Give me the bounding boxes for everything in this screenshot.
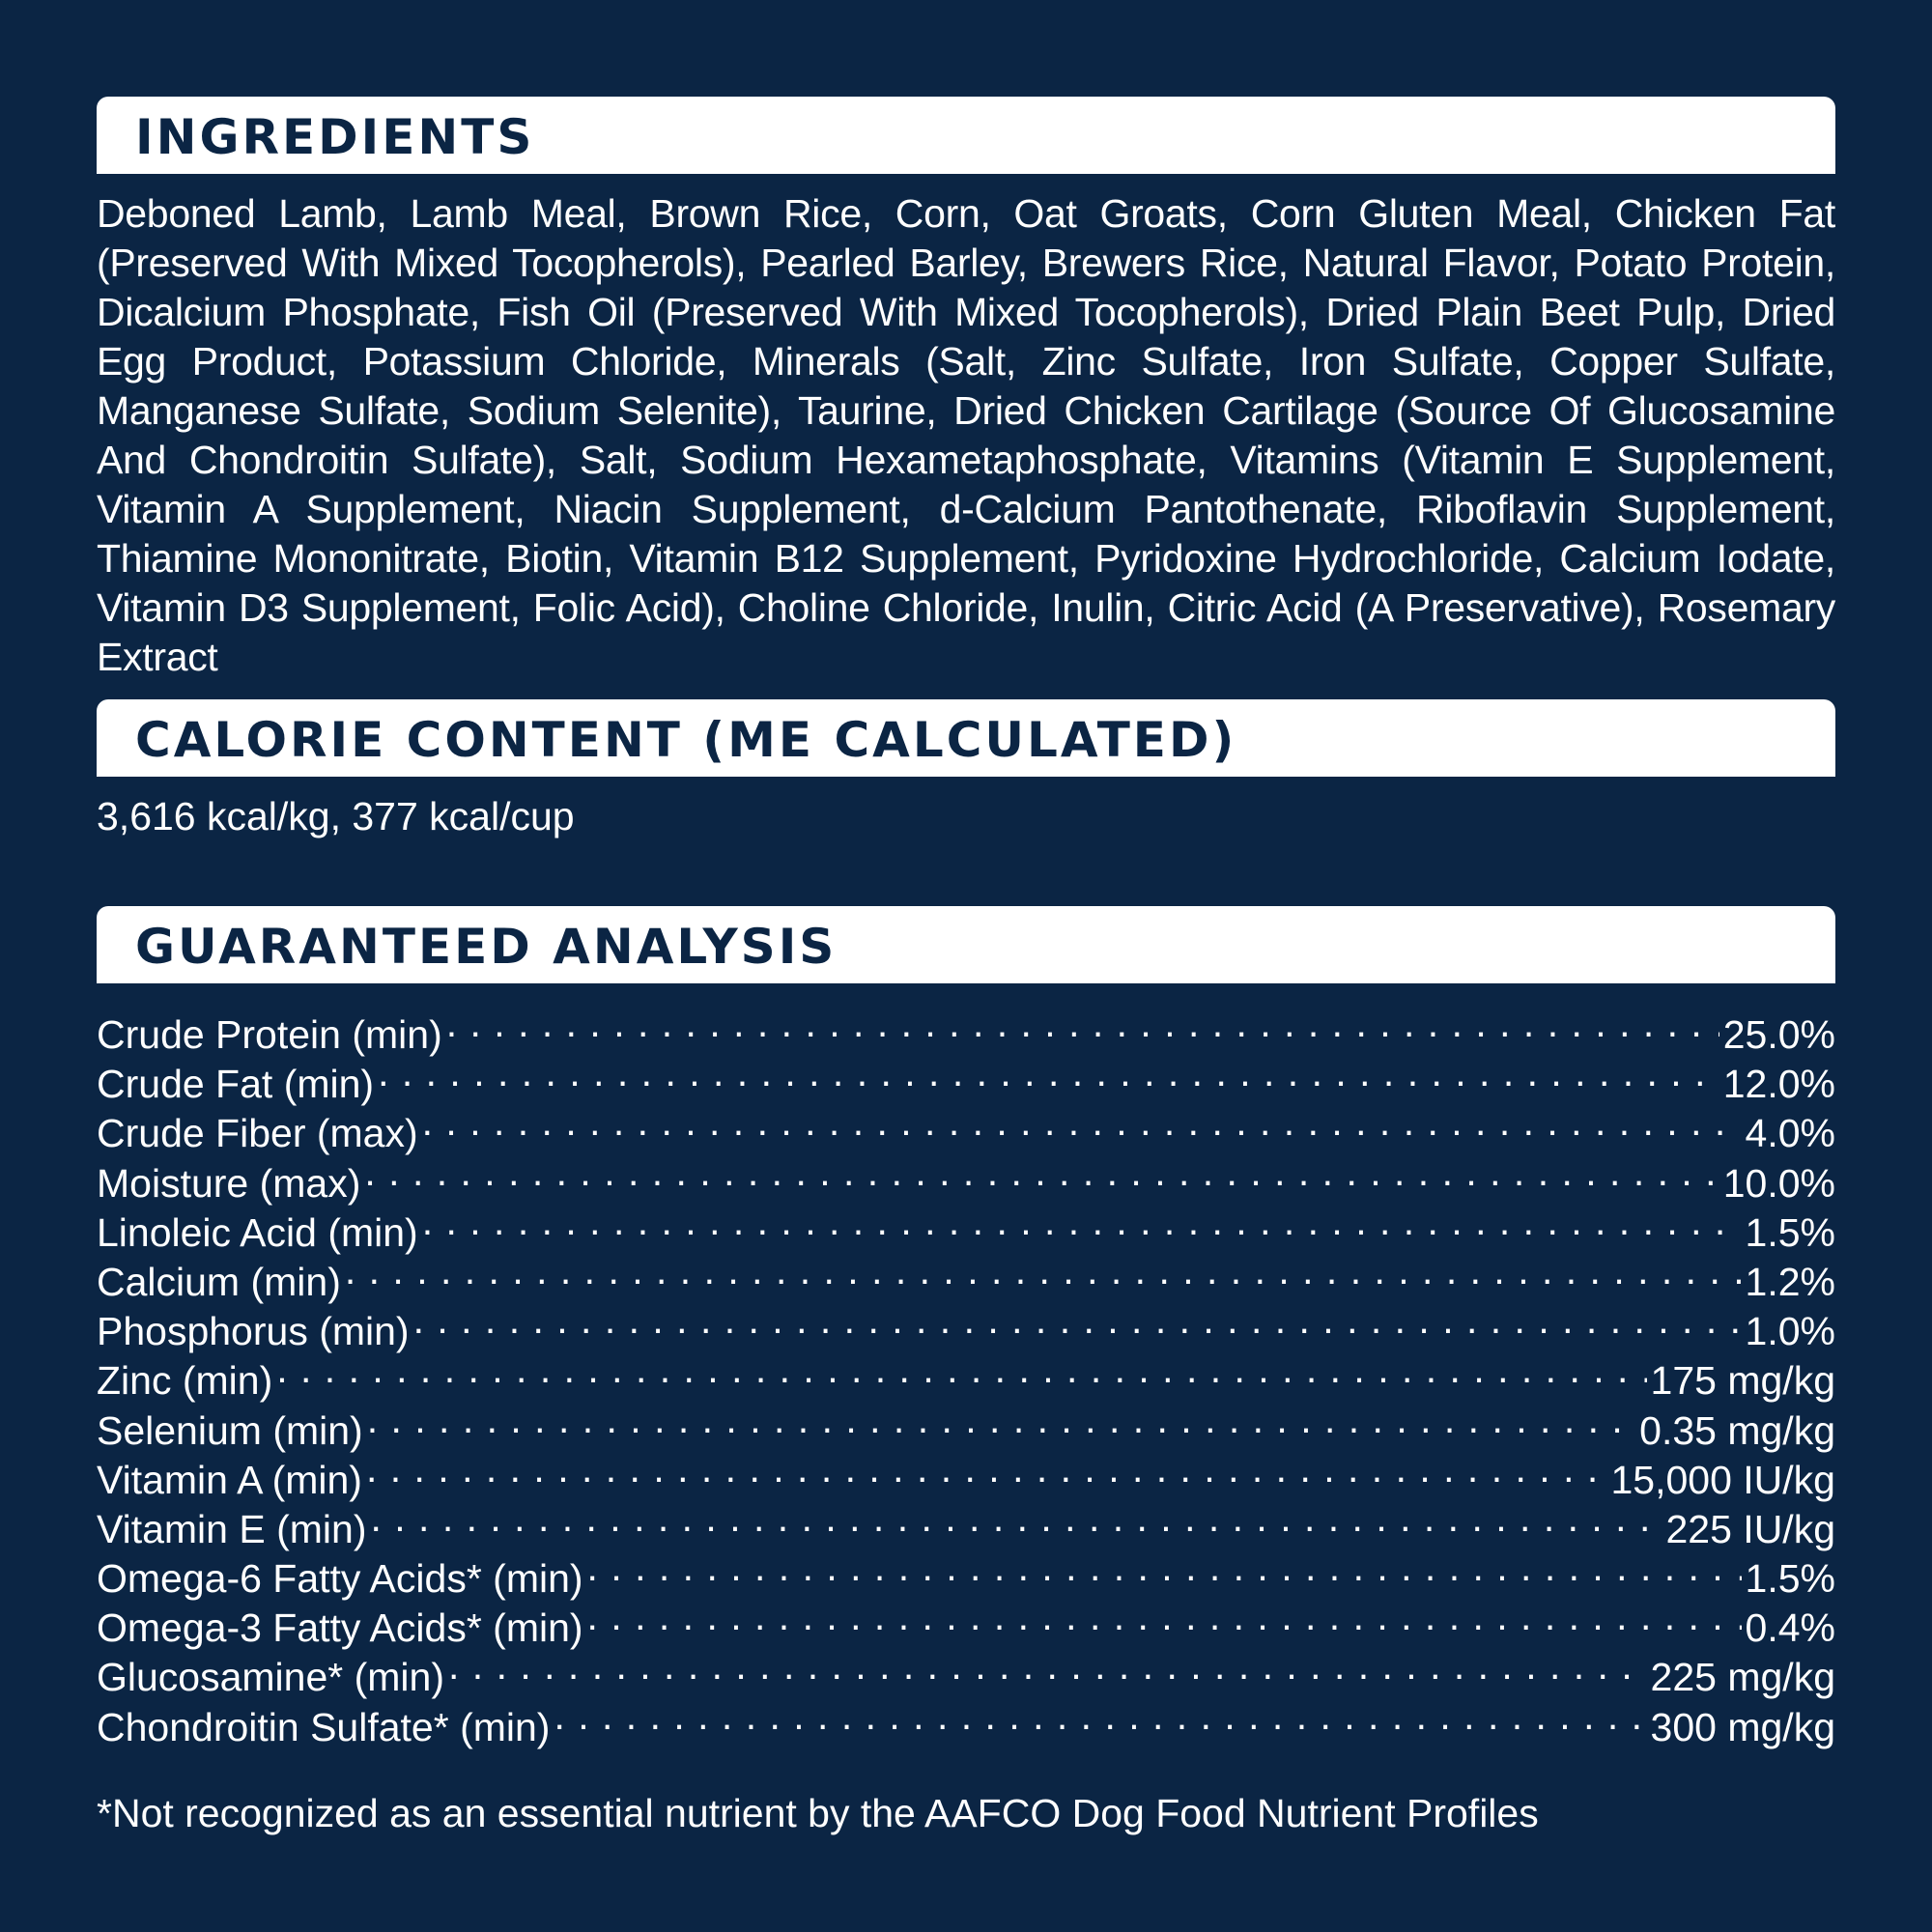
analysis-row <box>97 999 1835 1057</box>
analysis-row-name: Calcium (min) <box>97 1259 341 1304</box>
dot-leader <box>367 1395 1635 1444</box>
analysis-row-name: Vitamin A (min) <box>97 1457 362 1502</box>
analysis-row-name: Selenium (min) <box>97 1407 363 1453</box>
analysis-row-value: 300 mg/kg <box>1650 1704 1835 1749</box>
analysis-row-value: 1.0% <box>1745 1309 1835 1354</box>
calorie-title: CALORIE CONTENT (ME CALCULATED) <box>135 712 1237 768</box>
analysis-row-value: 10.0% <box>1722 1160 1835 1206</box>
analysis-row-value: 175 mg/kg <box>1650 1358 1835 1404</box>
analysis-row-name: Omega-6 Fatty Acids* (min) <box>97 1556 583 1602</box>
analysis-header <box>97 906 1835 983</box>
analysis-row-name: Crude Fiber (max) <box>97 1111 418 1156</box>
analysis-row-value: 1.5% <box>1745 1209 1835 1255</box>
calorie-text: 3,616 kcal/kg, 377 kcal/cup <box>97 794 575 838</box>
dot-leader <box>366 1444 1607 1493</box>
ingredients-text: Deboned Lamb, Lamb Meal, Brown Rice, Corn, Oat Groats, Corn Gluten Meal, Chicken Fat (Preserved With Mixed Tocopherols), Pearled Barley, Brewers Rice, Natural Flavor, Potato Protein, Dicalcium Phosphate, Fish Oil (Preserved With Mixed Tocopherols), Dried Plain Beet Pulp, Dried Egg Product, Potassium Chloride, Minerals (Salt, Zinc Sulfate, Iron Sulfate, Copper Sulfate, Manganese Sulfate, Sodium Selenite), Taurine, Dried Chicken Cartilage (Source Of Glucosamine And Chondroitin Sulfate), Salt, Sodium Hexametaphosphate, Vitamins (Vitamin E Supplement, Vitamin A Supplement, Niacin Supplement, d-Calcium Pantothenate, Riboflavin Supplement, Thiamine Mononitrate, Biotin, Vitamin B12 Supplement, Pyridoxine Hydrochloride, Calcium Iodate, Vitamin D3 Supplement, Folic Acid), Choline Chloride, Inulin, Citric Acid (A Preservative), Rosemary Extract <box>97 191 1835 679</box>
analysis-row-value: 225 mg/kg <box>1650 1655 1835 1700</box>
footnote: *Not recognized as an essential nutrient by the AAFCO Dog Food Nutrient Profiles <box>97 1791 1539 1835</box>
calorie-section <box>97 699 1835 841</box>
analysis-row-name: Omega-3 Fatty Acids* (min) <box>97 1605 583 1651</box>
dot-leader <box>422 1197 1742 1246</box>
analysis-row-value: 0.35 mg/kg <box>1639 1407 1835 1453</box>
analysis-row-value: 225 IU/kg <box>1665 1506 1835 1551</box>
ingredients-header <box>97 97 1835 174</box>
dot-leader <box>587 1592 1742 1641</box>
dot-leader <box>364 1148 1719 1197</box>
analysis-section <box>97 906 1835 1749</box>
calorie-header <box>97 699 1835 777</box>
dot-leader <box>413 1295 1742 1345</box>
analysis-row-value: 4.0% <box>1745 1111 1835 1156</box>
dot-leader <box>422 1097 1742 1147</box>
analysis-row-value: 0.4% <box>1745 1605 1835 1651</box>
dot-leader <box>446 999 1719 1048</box>
analysis-row <box>97 1395 1835 1453</box>
dot-leader <box>448 1641 1647 1690</box>
analysis-row-value: 12.0% <box>1722 1062 1835 1107</box>
analysis-row-name: Crude Protein (min) <box>97 1012 442 1057</box>
dot-leader <box>276 1345 1646 1394</box>
dot-leader <box>378 1048 1719 1097</box>
analysis-list <box>97 999 1835 1749</box>
dot-leader <box>345 1246 1742 1295</box>
analysis-row-name: Phosphorus (min) <box>97 1309 410 1354</box>
analysis-row-name: Linoleic Acid (min) <box>97 1209 418 1255</box>
analysis-row-name: Chondroitin Sulfate* (min) <box>97 1704 551 1749</box>
ingredients-title: INGREDIENTS <box>135 109 535 165</box>
analysis-row-value: 1.2% <box>1745 1259 1835 1304</box>
analysis-row <box>97 1295 1835 1354</box>
dot-leader <box>554 1691 1646 1741</box>
analysis-title: GUARANTEED ANALYSIS <box>135 919 838 975</box>
analysis-row <box>97 1345 1835 1404</box>
ingredients-section <box>97 97 1835 682</box>
analysis-row-name: Moisture (max) <box>97 1160 361 1206</box>
analysis-row-value: 1.5% <box>1745 1556 1835 1602</box>
analysis-row-name: Zinc (min) <box>97 1358 273 1404</box>
analysis-row-value: 25.0% <box>1722 1012 1835 1057</box>
analysis-row-name: Glucosamine* (min) <box>97 1655 444 1700</box>
analysis-row-value: 15,000 IU/kg <box>1610 1457 1835 1502</box>
analysis-row-name: Vitamin E (min) <box>97 1506 367 1551</box>
dot-leader <box>587 1543 1742 1592</box>
analysis-row <box>97 1246 1835 1304</box>
analysis-row-name: Crude Fat (min) <box>97 1062 375 1107</box>
dot-leader <box>370 1493 1662 1543</box>
